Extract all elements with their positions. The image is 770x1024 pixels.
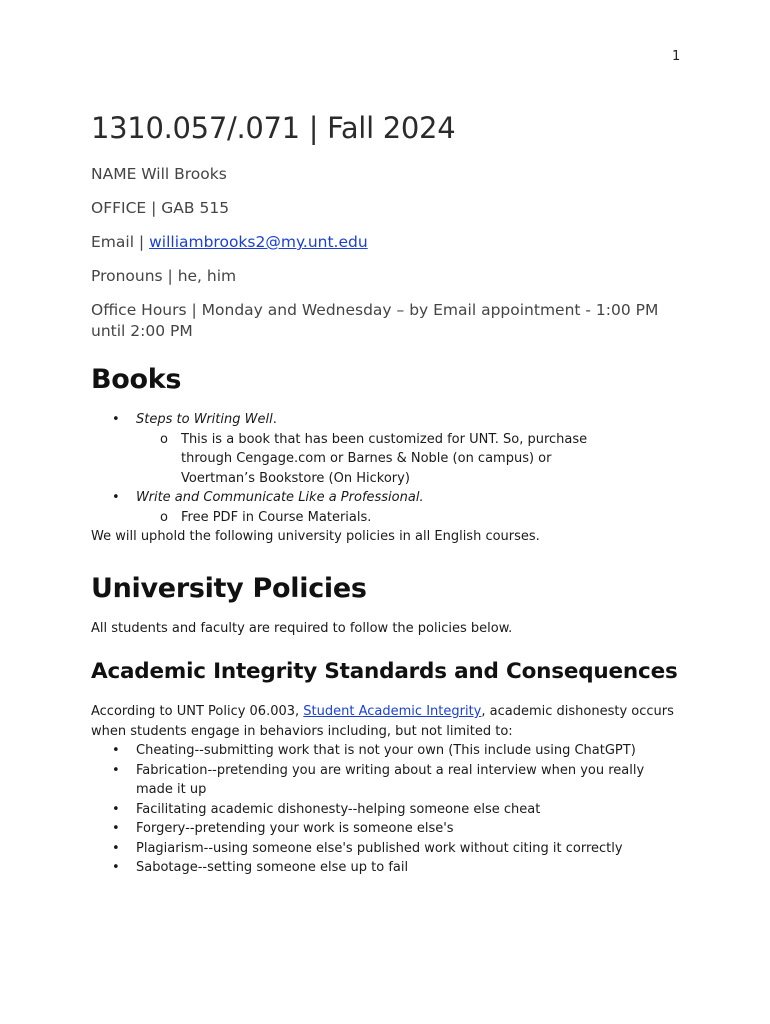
book-title-suffix: .: [272, 412, 277, 427]
list-item: [91, 858, 676, 878]
course-title: 1310.057/.071 | Fall 2024: [91, 111, 456, 145]
list-item: [91, 741, 676, 761]
bullet-icon: •: [112, 743, 120, 758]
sub-bullet-icon: o: [160, 431, 168, 447]
book-notes: [136, 430, 691, 489]
books-heading: Books: [91, 364, 182, 395]
bullet-icon: •: [112, 801, 120, 817]
dishonesty-list: [91, 741, 691, 878]
policies-intro: All students and faculty are required to follow the policies below.: [91, 620, 513, 636]
list-item-text: Sabotage--setting someone else up to fail: [136, 860, 409, 875]
book-item: [91, 488, 691, 527]
academic-integrity-heading: Academic Integrity Standards and Consequences: [91, 659, 678, 684]
book-title: Write and Communicate Like a Professional.: [136, 490, 424, 505]
list-item: [91, 761, 676, 800]
sub-bullet-icon: o: [160, 509, 168, 525]
list-item: [91, 800, 676, 820]
student-academic-integrity-link[interactable]: Student Academic Integrity: [303, 704, 482, 719]
book-title: Steps to Writing Well: [136, 412, 273, 427]
integrity-lead-before: According to UNT Policy 06.003,: [91, 704, 304, 719]
list-item-text: Forgery--pretending your work is someone else's: [136, 821, 454, 836]
instructor-name: NAME Will Brooks: [91, 165, 227, 183]
email-label: Email |: [91, 233, 150, 251]
integrity-lead-paragraph: [91, 702, 681, 741]
bullet-icon: •: [112, 840, 120, 856]
book-note: [136, 430, 621, 489]
uphold-statement: We will uphold the following university policies in all English courses.: [91, 529, 540, 544]
office-location: OFFICE | GAB 515: [91, 199, 230, 217]
book-item: [91, 410, 691, 488]
bullet-icon: •: [112, 762, 120, 778]
list-item-text: Facilitating academic dishonesty--helping someone else cheat: [136, 801, 541, 817]
list-item: [91, 839, 676, 859]
bullet-icon: •: [112, 412, 120, 427]
document-body: [91, 108, 691, 878]
list-item: [91, 819, 676, 839]
books-list: [91, 410, 691, 527]
email-link[interactable]: williambrooks2@my.unt.edu: [149, 233, 368, 251]
bullet-icon: •: [112, 860, 120, 875]
page-number: 1: [672, 49, 681, 64]
book-note-text: Free PDF in Course Materials.: [181, 509, 372, 525]
bullet-icon: •: [112, 821, 120, 836]
bullet-icon: •: [112, 490, 120, 505]
office-hours-line: Office Hours | Monday and Wednesday – by Email appointment - 1:00 PM until 2:00 PM: [91, 301, 659, 340]
list-item-text: Cheating--submitting work that is not your own (This include using ChatGPT): [136, 743, 636, 758]
pronouns-line: Pronouns | he, him: [91, 267, 237, 285]
book-notes: [136, 508, 691, 528]
integrity-lead-after: , academic dishonesty occurs when students engage in behaviors including, but not limited to:: [91, 704, 674, 739]
book-note: [136, 508, 621, 528]
university-policies-heading: University Policies: [91, 572, 367, 604]
book-note-text: This is a book that has been customized for UNT. So, purchase through Cengage.com or Barnes & Noble (on campus) or Voertman’s Bookstore (On Hickory): [181, 431, 588, 486]
list-item-text: Plagiarism--using someone else's published work without citing it correctly: [136, 840, 623, 856]
email-line: [91, 232, 691, 253]
list-item-text: Fabrication--pretending you are writing about a real interview when you really made it up: [136, 762, 645, 797]
